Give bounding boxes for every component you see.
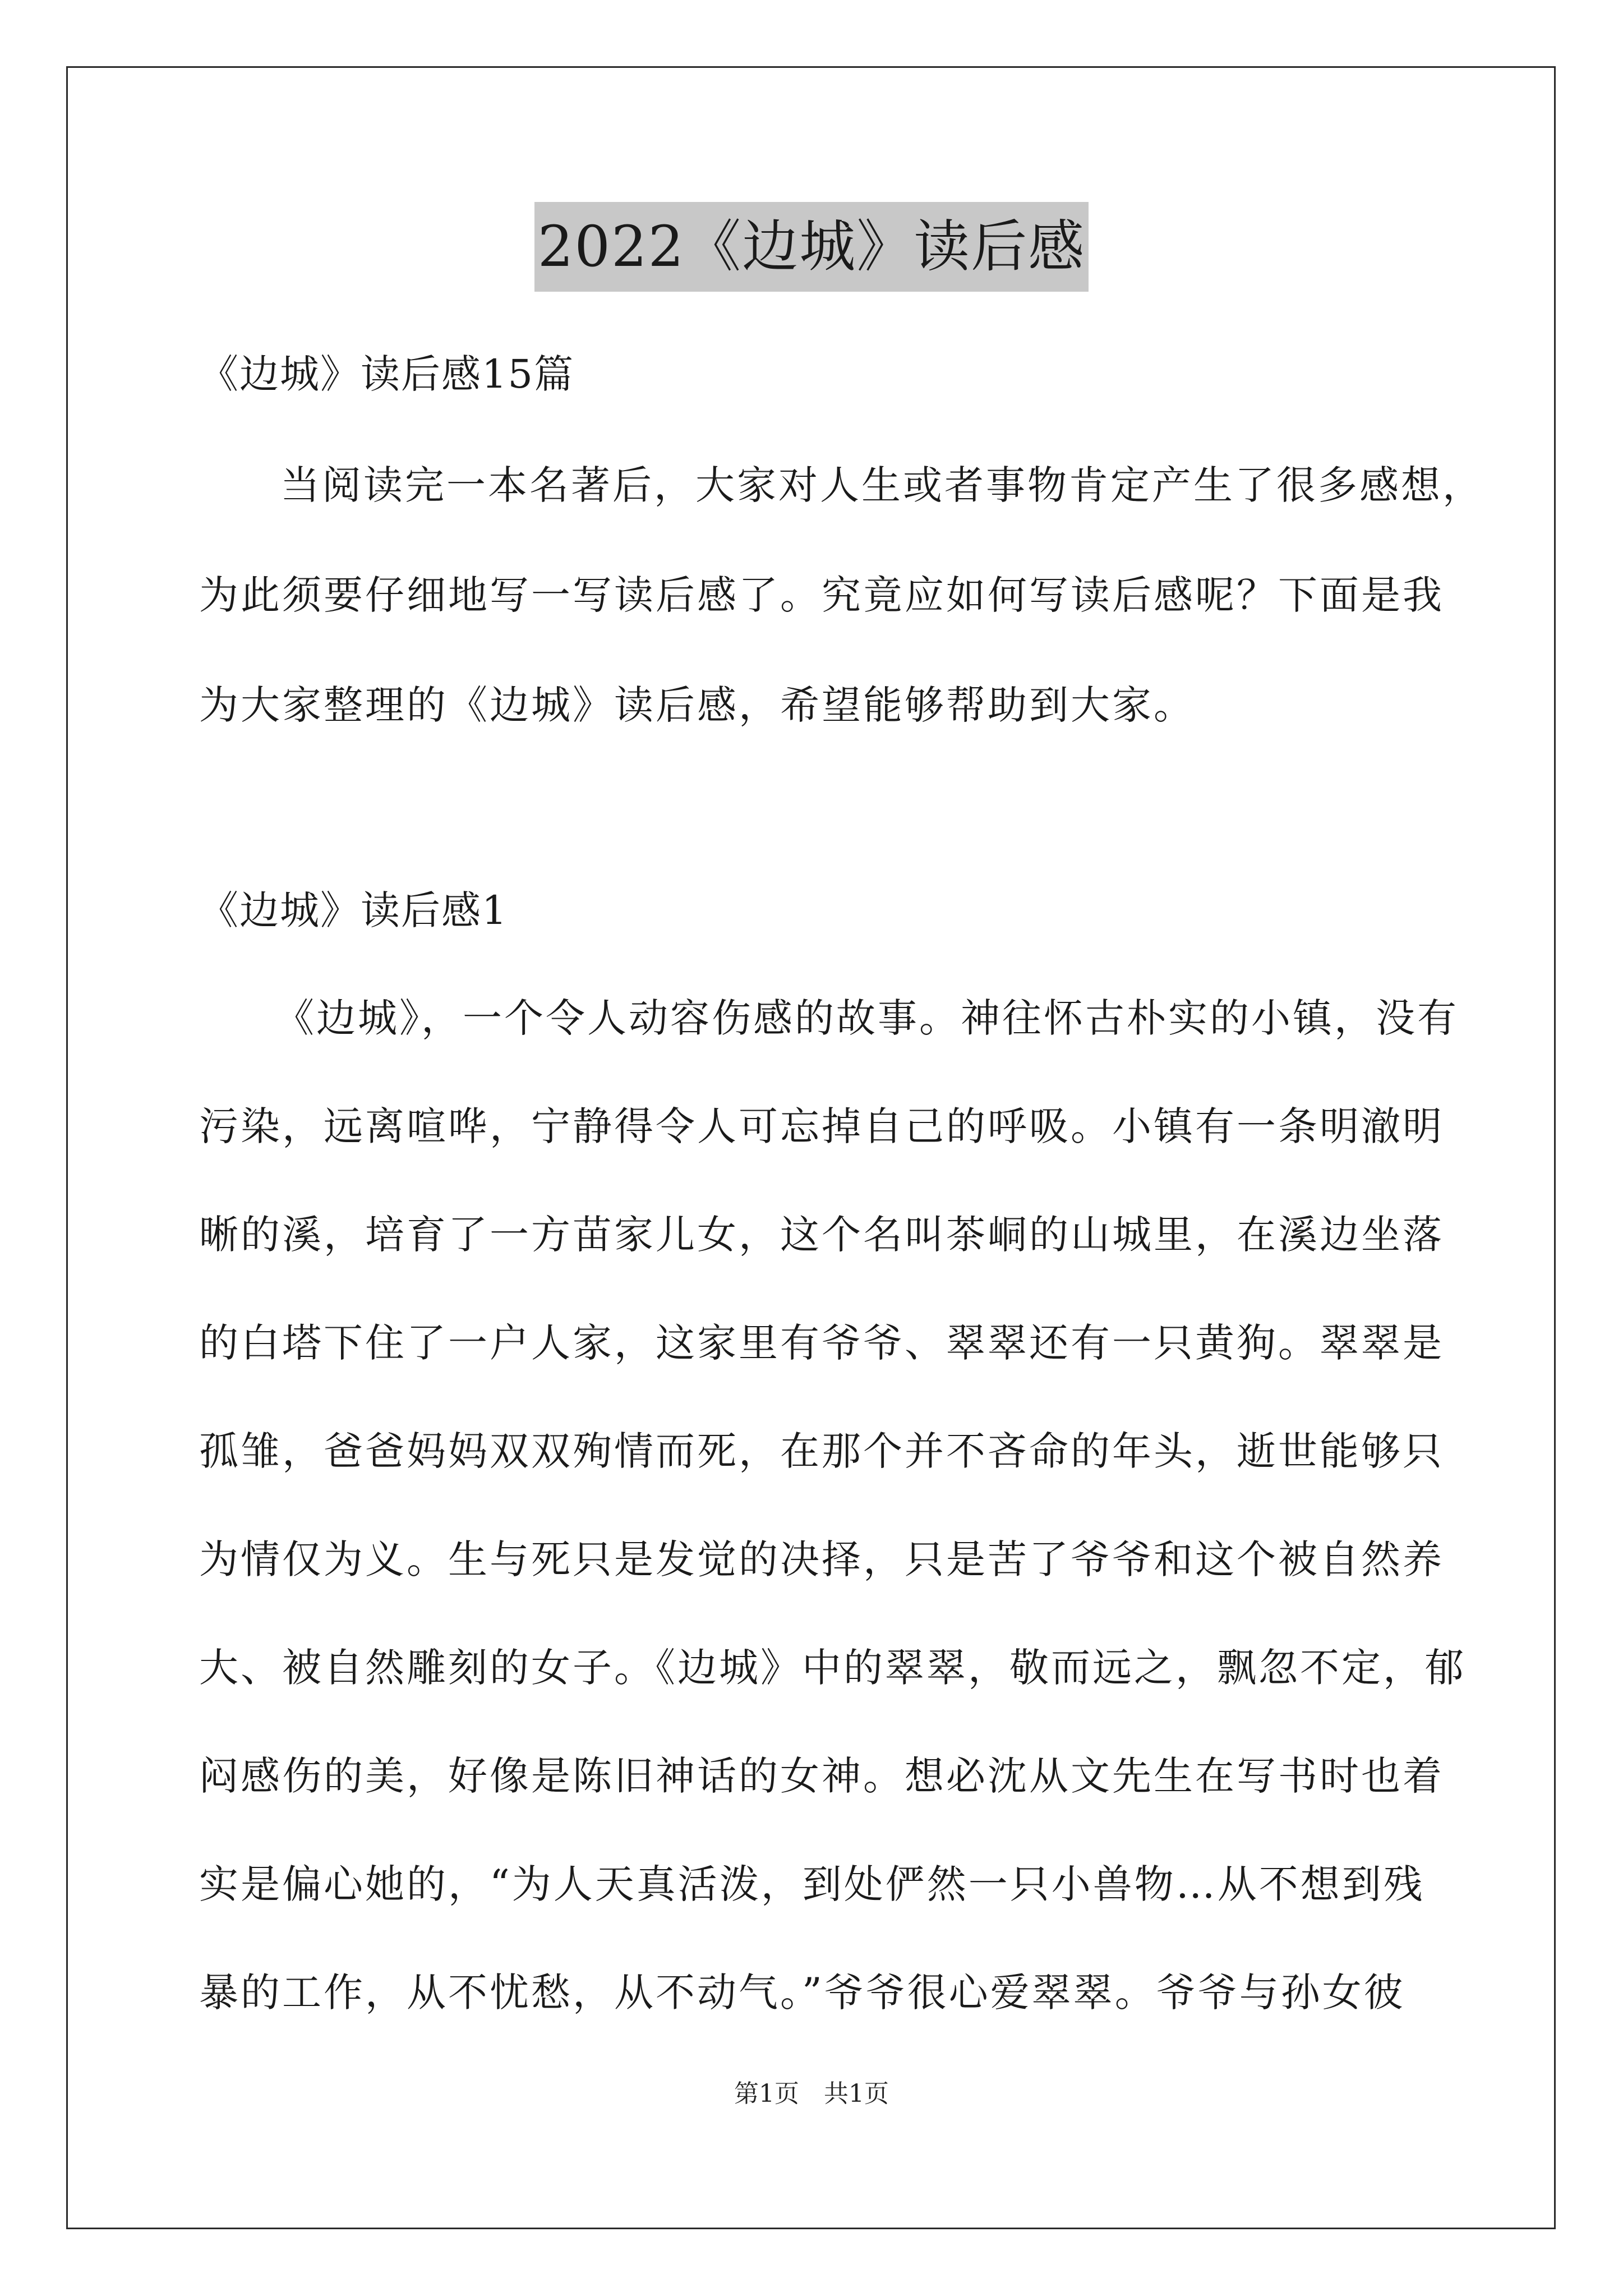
intro-line: 为此须要仔细地写一写读后感了。究竟应如何写读后感呢？下面是我: [199, 572, 1444, 618]
section-heading: 《边城》读后感1: [199, 887, 508, 933]
body-line: 闷感伤的美，好像是陈旧神话的女神。想必沈从文先生在写书时也着: [199, 1753, 1444, 1799]
intro-line: 为大家整理的《边城》读后感，希望能够帮助到大家。: [199, 682, 1195, 728]
body-line: 暴的工作，从不忧愁，从不动气。”爷爷很心爱翠翠。爷爷与孙女彼: [199, 1970, 1405, 2016]
body-line: 实是偏心她的，“为人天真活泼，到处俨然一只小兽物…从不想到残: [199, 1861, 1425, 1907]
body-line: 大、被自然雕刻的女子。《边城》中的翠翠，敬而远之，飘忽不定，郁: [199, 1645, 1466, 1691]
body-line: 晰的溪，培育了一方苗家儿女，这个名叫茶峒的山城里，在溪边坐落: [199, 1212, 1444, 1258]
page-total: 共1页: [824, 2079, 889, 2108]
subtitle: 《边城》读后感15篇: [199, 351, 575, 397]
document-title: 2022《边城》读后感: [534, 202, 1089, 292]
body-line: 孤雏，爸爸妈妈双双殉情而死，在那个并不吝命的年头，逝世能够只: [199, 1428, 1444, 1474]
body-line: 污染，远离喧哗，宁静得令人可忘掉自己的呼吸。小镇有一条明澈明: [199, 1103, 1444, 1149]
page-footer: [0, 2078, 1623, 2110]
intro-line: 当阅读完一本名著后，大家对人生或者事物肯定产生了很多感想，: [280, 462, 1484, 508]
title-container: [0, 202, 1623, 292]
body-line: 为情仅为义。生与死只是发觉的决择，只是苦了爷爷和这个被自然养: [199, 1536, 1444, 1582]
body-line: 《边城》，一个令人动容伤感的故事。神往怀古朴实的小镇，没有: [275, 995, 1459, 1041]
body-line: 的白塔下住了一户人家，这家里有爷爷、翠翠还有一只黄狗。翠翠是: [199, 1320, 1444, 1366]
page-number: 第1页: [734, 2079, 799, 2108]
